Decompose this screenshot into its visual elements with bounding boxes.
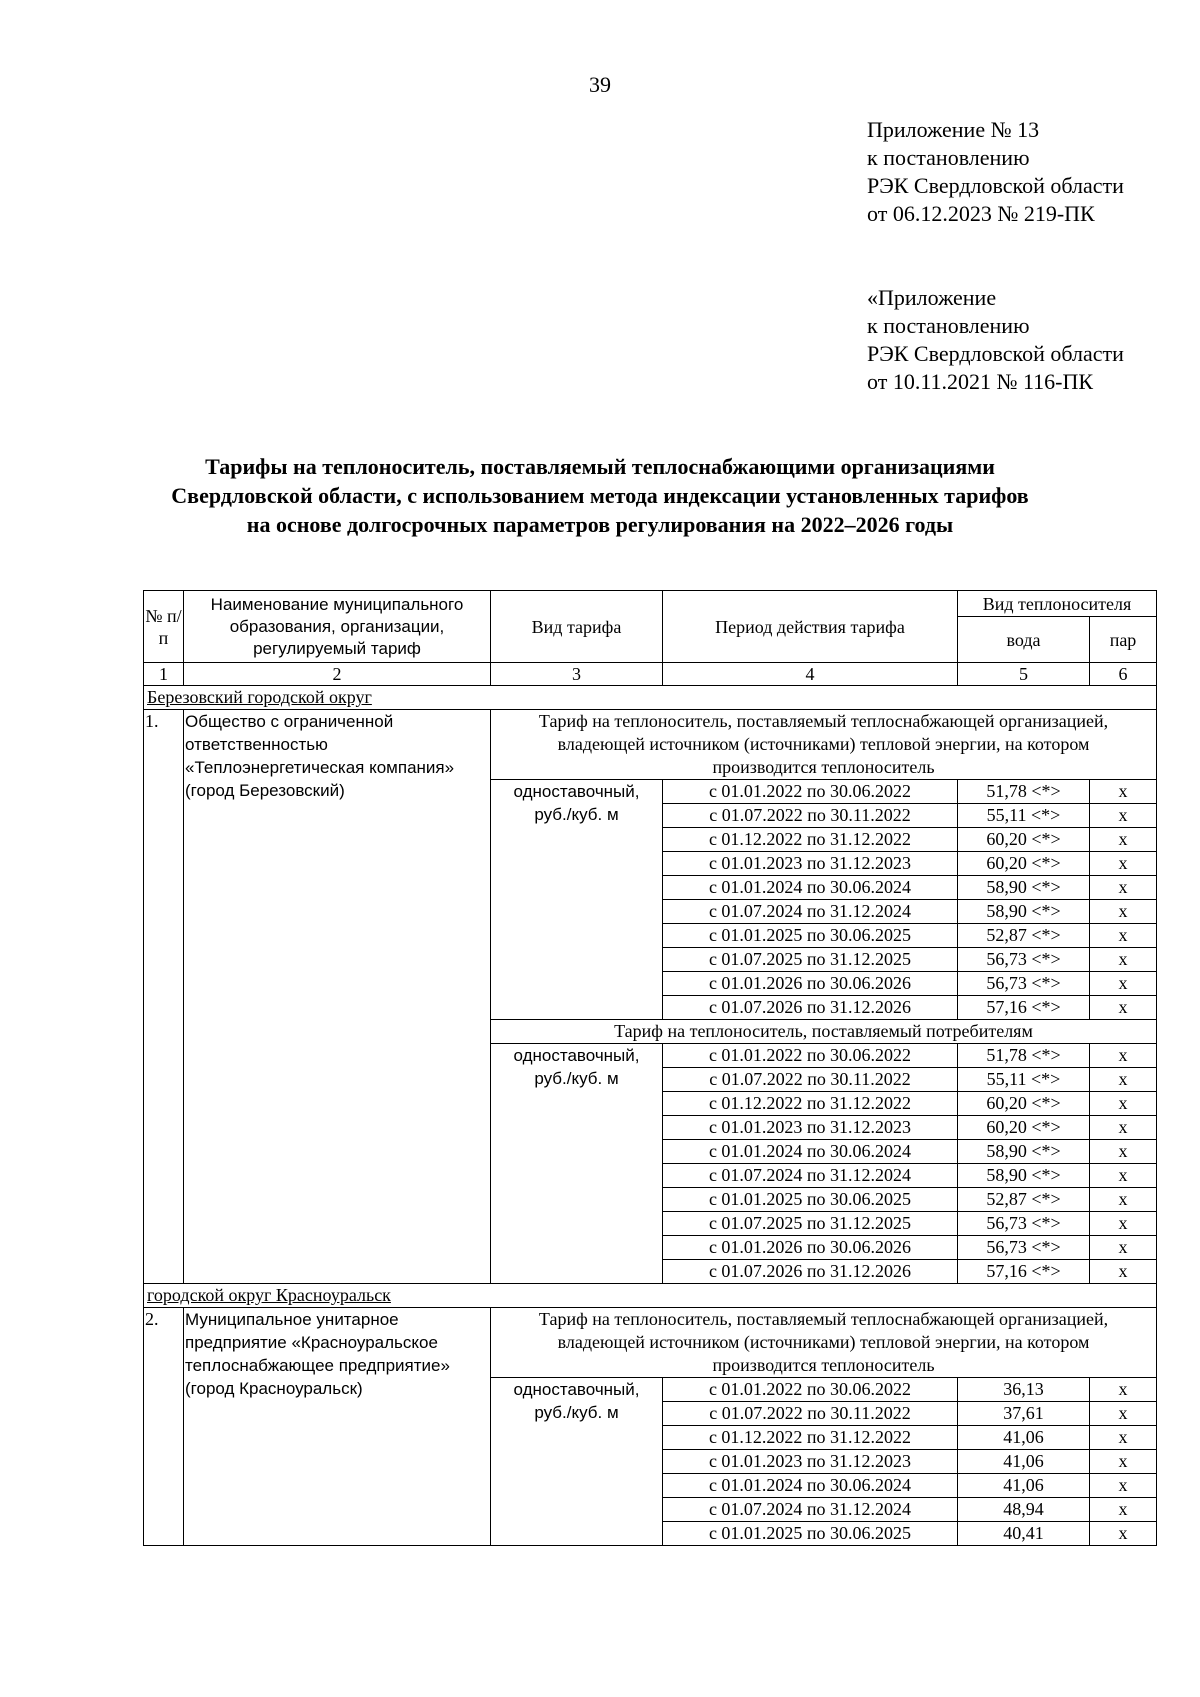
tariff-period: с 01.01.2022 по 30.06.2022 (663, 1378, 958, 1402)
column-number: 5 (958, 663, 1090, 686)
header-carrier: Вид теплоносителя (958, 591, 1157, 617)
section-title: Березовский городской округ (144, 686, 1157, 710)
steam-tariff-value: х (1090, 1378, 1157, 1402)
organization-name-line: теплоснабжающее предприятие» (185, 1356, 450, 1375)
tariff-period: с 01.07.2022 по 30.11.2022 (663, 1402, 958, 1426)
appendix-line: «Приложение (867, 285, 997, 310)
appendix-line: к постановлению (867, 145, 1030, 170)
tariff-type-line: руб./куб. м (534, 805, 619, 824)
water-tariff-value: 52,87 <*> (958, 924, 1090, 948)
tariff-period: с 01.01.2023 по 31.12.2023 (663, 1116, 958, 1140)
water-tariff-value: 41,06 (958, 1474, 1090, 1498)
water-tariff-value: 41,06 (958, 1426, 1090, 1450)
water-tariff-value: 55,11 <*> (958, 1068, 1090, 1092)
tariff-type-line: одноставочный, (513, 1046, 640, 1065)
tariff-type (491, 780, 663, 1020)
tariff-period: с 01.12.2022 по 31.12.2022 (663, 1426, 958, 1450)
organization-name-line: Общество с ограниченной (185, 712, 394, 731)
column-number: 3 (491, 663, 663, 686)
tariff-block-heading-line: владеющей источником (источниками) тепловой энергии, на котором (557, 1332, 1090, 1352)
tariff-period: с 01.01.2023 по 31.12.2023 (663, 852, 958, 876)
water-tariff-value: 51,78 <*> (958, 780, 1090, 804)
water-tariff-value: 56,73 <*> (958, 948, 1090, 972)
organization-name (184, 1308, 491, 1546)
water-tariff-value: 58,90 <*> (958, 900, 1090, 924)
title-line: Тарифы на теплоноситель, поставляемый теплоснабжающими организациями (205, 454, 995, 479)
water-tariff-value: 60,20 <*> (958, 1116, 1090, 1140)
steam-tariff-value: х (1090, 1116, 1157, 1140)
steam-tariff-value: х (1090, 1164, 1157, 1188)
tariff-type (491, 1378, 663, 1546)
tariff-block-heading (491, 710, 1157, 780)
water-tariff-value: 48,94 (958, 1498, 1090, 1522)
steam-tariff-value: х (1090, 900, 1157, 924)
water-tariff-value: 36,13 (958, 1378, 1090, 1402)
steam-tariff-value: х (1090, 1236, 1157, 1260)
section-row (144, 1284, 1157, 1308)
title-line: на основе долгосрочных параметров регулирования на 2022–2026 годы (246, 512, 954, 537)
water-tariff-value: 55,11 <*> (958, 804, 1090, 828)
tariff-block-heading (491, 1020, 1157, 1044)
appendix-previous-reference (867, 284, 1124, 396)
tariff-period: с 01.01.2026 по 30.06.2026 (663, 972, 958, 996)
tariff-period: с 01.01.2023 по 31.12.2023 (663, 1450, 958, 1474)
tariff-period: с 01.07.2026 по 31.12.2026 (663, 996, 958, 1020)
steam-tariff-value: х (1090, 1140, 1157, 1164)
tariff-block-heading (491, 1308, 1157, 1378)
tariff-block-heading-row (144, 710, 1157, 780)
tariff-period: с 01.07.2025 по 31.12.2025 (663, 1212, 958, 1236)
tariff-period: с 01.01.2024 по 30.06.2024 (663, 1140, 958, 1164)
header-tariff-type: Вид тарифа (491, 591, 663, 663)
table-header (144, 591, 1157, 686)
column-number: 4 (663, 663, 958, 686)
organization-name-line: предприятие «Красноуральское (185, 1333, 438, 1352)
appendix-line: РЭК Свердловской области (867, 341, 1124, 366)
title-line: Свердловской области, с использованием метода индексации установленных тарифов (171, 483, 1029, 508)
steam-tariff-value: х (1090, 804, 1157, 828)
water-tariff-value: 52,87 <*> (958, 1188, 1090, 1212)
organization-name-line: ответственностью (185, 735, 328, 754)
tariff-period: с 01.01.2025 по 30.06.2025 (663, 1522, 958, 1546)
tariff-period: с 01.07.2024 по 31.12.2024 (663, 900, 958, 924)
appendix-line: к постановлению (867, 313, 1030, 338)
document-title (0, 452, 1200, 539)
tariff-period: с 01.12.2022 по 31.12.2022 (663, 828, 958, 852)
water-tariff-value: 60,20 <*> (958, 1092, 1090, 1116)
tariff-block-heading-line: Тариф на теплоноситель, поставляемый потребителям (614, 1021, 1033, 1041)
steam-tariff-value: х (1090, 1522, 1157, 1546)
appendix-current-reference (867, 116, 1124, 228)
tariff-period: с 01.01.2024 по 30.06.2024 (663, 1474, 958, 1498)
organization-name-line: (город Березовский) (185, 781, 345, 800)
tariff-period: с 01.07.2024 по 31.12.2024 (663, 1164, 958, 1188)
steam-tariff-value: х (1090, 1426, 1157, 1450)
section-row (144, 686, 1157, 710)
steam-tariff-value: х (1090, 1092, 1157, 1116)
water-tariff-value: 60,20 <*> (958, 852, 1090, 876)
tariff-period: с 01.01.2025 по 30.06.2025 (663, 1188, 958, 1212)
header-period: Период действия тарифа (663, 591, 958, 663)
table-body (144, 686, 1157, 1546)
appendix-line: РЭК Свердловской области (867, 173, 1124, 198)
tariff-period: с 01.07.2024 по 31.12.2024 (663, 1498, 958, 1522)
steam-tariff-value: х (1090, 876, 1157, 900)
column-number: 1 (144, 663, 184, 686)
section-title: городской округ Красноуральск (144, 1284, 1157, 1308)
water-tariff-value: 56,73 <*> (958, 1236, 1090, 1260)
steam-tariff-value: х (1090, 948, 1157, 972)
tariff-table (143, 590, 1157, 1546)
tariff-period: с 01.01.2026 по 30.06.2026 (663, 1236, 958, 1260)
tariff-type-line: одноставочный, (513, 782, 640, 801)
steam-tariff-value: х (1090, 1474, 1157, 1498)
tariff-type (491, 1044, 663, 1284)
tariff-period: с 01.07.2025 по 31.12.2025 (663, 948, 958, 972)
tariff-period: с 01.01.2022 по 30.06.2022 (663, 780, 958, 804)
water-tariff-value: 40,41 (958, 1522, 1090, 1546)
water-tariff-value: 58,90 <*> (958, 1140, 1090, 1164)
tariff-block-heading-line: производится теплоноситель (712, 757, 935, 777)
header-water: вода (958, 617, 1090, 663)
steam-tariff-value: х (1090, 1044, 1157, 1068)
water-tariff-value: 41,06 (958, 1450, 1090, 1474)
tariff-type-line: руб./куб. м (534, 1403, 619, 1422)
appendix-line: Приложение № 13 (867, 117, 1040, 142)
organization-name-line: Муниципальное унитарное (185, 1310, 399, 1329)
header-num: № п/п (144, 591, 184, 663)
water-tariff-value: 58,90 <*> (958, 1164, 1090, 1188)
water-tariff-value: 58,90 <*> (958, 876, 1090, 900)
water-tariff-value: 57,16 <*> (958, 996, 1090, 1020)
steam-tariff-value: х (1090, 1450, 1157, 1474)
water-tariff-value: 60,20 <*> (958, 828, 1090, 852)
tariff-period: с 01.01.2022 по 30.06.2022 (663, 1044, 958, 1068)
organization-number: 1. (144, 710, 184, 1284)
appendix-line: от 06.12.2023 № 219-ПК (867, 201, 1095, 226)
column-number: 6 (1090, 663, 1157, 686)
steam-tariff-value: х (1090, 996, 1157, 1020)
water-tariff-value: 37,61 (958, 1402, 1090, 1426)
organization-name-line: «Теплоэнергетическая компания» (185, 758, 455, 777)
tariff-block-heading-line: производится теплоноситель (712, 1355, 935, 1375)
tariff-period: с 01.07.2022 по 30.11.2022 (663, 1068, 958, 1092)
tariff-block-heading-line: владеющей источником (источниками) тепловой энергии, на котором (557, 734, 1090, 754)
header-name: Наименование муниципального образования, организации, регулируемый тариф (184, 591, 491, 663)
page-number: 39 (589, 72, 611, 97)
appendix-line: от 10.11.2021 № 116-ПК (867, 369, 1094, 394)
water-tariff-value: 56,73 <*> (958, 1212, 1090, 1236)
tariff-block-heading-row (144, 1308, 1157, 1378)
tariff-period: с 01.01.2025 по 30.06.2025 (663, 924, 958, 948)
steam-tariff-value: х (1090, 924, 1157, 948)
tariff-type-line: одноставочный, (513, 1380, 640, 1399)
tariff-type-line: руб./куб. м (534, 1069, 619, 1088)
organization-name-line: (город Красноуральск) (185, 1379, 363, 1398)
steam-tariff-value: х (1090, 1498, 1157, 1522)
steam-tariff-value: х (1090, 1402, 1157, 1426)
column-number: 2 (184, 663, 491, 686)
tariff-period: с 01.01.2024 по 30.06.2024 (663, 876, 958, 900)
header-steam: пар (1090, 617, 1157, 663)
steam-tariff-value: х (1090, 780, 1157, 804)
organization-name (184, 710, 491, 1284)
steam-tariff-value: х (1090, 1188, 1157, 1212)
water-tariff-value: 51,78 <*> (958, 1044, 1090, 1068)
steam-tariff-value: х (1090, 852, 1157, 876)
tariff-period: с 01.07.2026 по 31.12.2026 (663, 1260, 958, 1284)
steam-tariff-value: х (1090, 1068, 1157, 1092)
steam-tariff-value: х (1090, 1212, 1157, 1236)
water-tariff-value: 56,73 <*> (958, 972, 1090, 996)
water-tariff-value: 57,16 <*> (958, 1260, 1090, 1284)
steam-tariff-value: х (1090, 1260, 1157, 1284)
tariff-period: с 01.12.2022 по 31.12.2022 (663, 1092, 958, 1116)
tariff-period: с 01.07.2022 по 30.11.2022 (663, 804, 958, 828)
steam-tariff-value: х (1090, 828, 1157, 852)
tariff-block-heading-line: Тариф на теплоноситель, поставляемый теплоснабжающей организацией, (538, 711, 1109, 731)
organization-number: 2. (144, 1308, 184, 1546)
steam-tariff-value: х (1090, 972, 1157, 996)
tariff-block-heading-line: Тариф на теплоноситель, поставляемый теплоснабжающей организацией, (538, 1309, 1109, 1329)
